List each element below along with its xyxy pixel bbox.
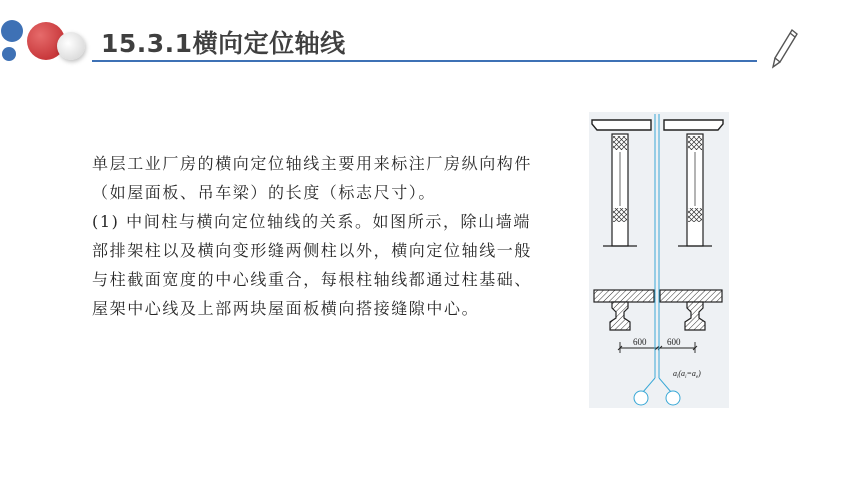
roof-slab-left xyxy=(592,120,651,130)
axis-bubble-left xyxy=(634,391,648,405)
decor-circle-blue-small xyxy=(2,47,16,61)
roof-slab-right xyxy=(664,120,723,130)
axis-diagram xyxy=(589,112,729,408)
body-text xyxy=(92,149,532,323)
title-underline xyxy=(92,60,757,62)
dimension-label-left: 600 xyxy=(633,337,647,347)
paragraph-middle-column: (1) 中间柱与横向定位轴线的关系。如图所示，除山墙端部排架柱以及横向变形缝两侧柱以外，横向定位轴线一般与柱截面宽度的中心线重合，每根柱轴线都通过柱基础、屋架中心线及上部两块屋面板横向搭接缝隙中心。 xyxy=(92,212,533,318)
decor-circle-blue xyxy=(1,20,23,42)
page-title: 15.3.1横向定位轴线 xyxy=(101,29,346,58)
plan-slab-right xyxy=(660,290,722,302)
paragraph-intro: 单层工业厂房的横向定位轴线主要用来标注厂房纵向构件（如屋面板、吊车梁）的长度（标志尺寸）。 xyxy=(92,154,533,202)
plan-slab-left xyxy=(594,290,654,302)
axis-annotation: $a_i(a_i=a_e)$ xyxy=(673,369,701,380)
dimension-label-right: 600 xyxy=(667,337,681,347)
decor-circle-white xyxy=(57,32,85,60)
axis-bubble-right xyxy=(666,391,680,405)
pencil-icon xyxy=(770,27,800,71)
